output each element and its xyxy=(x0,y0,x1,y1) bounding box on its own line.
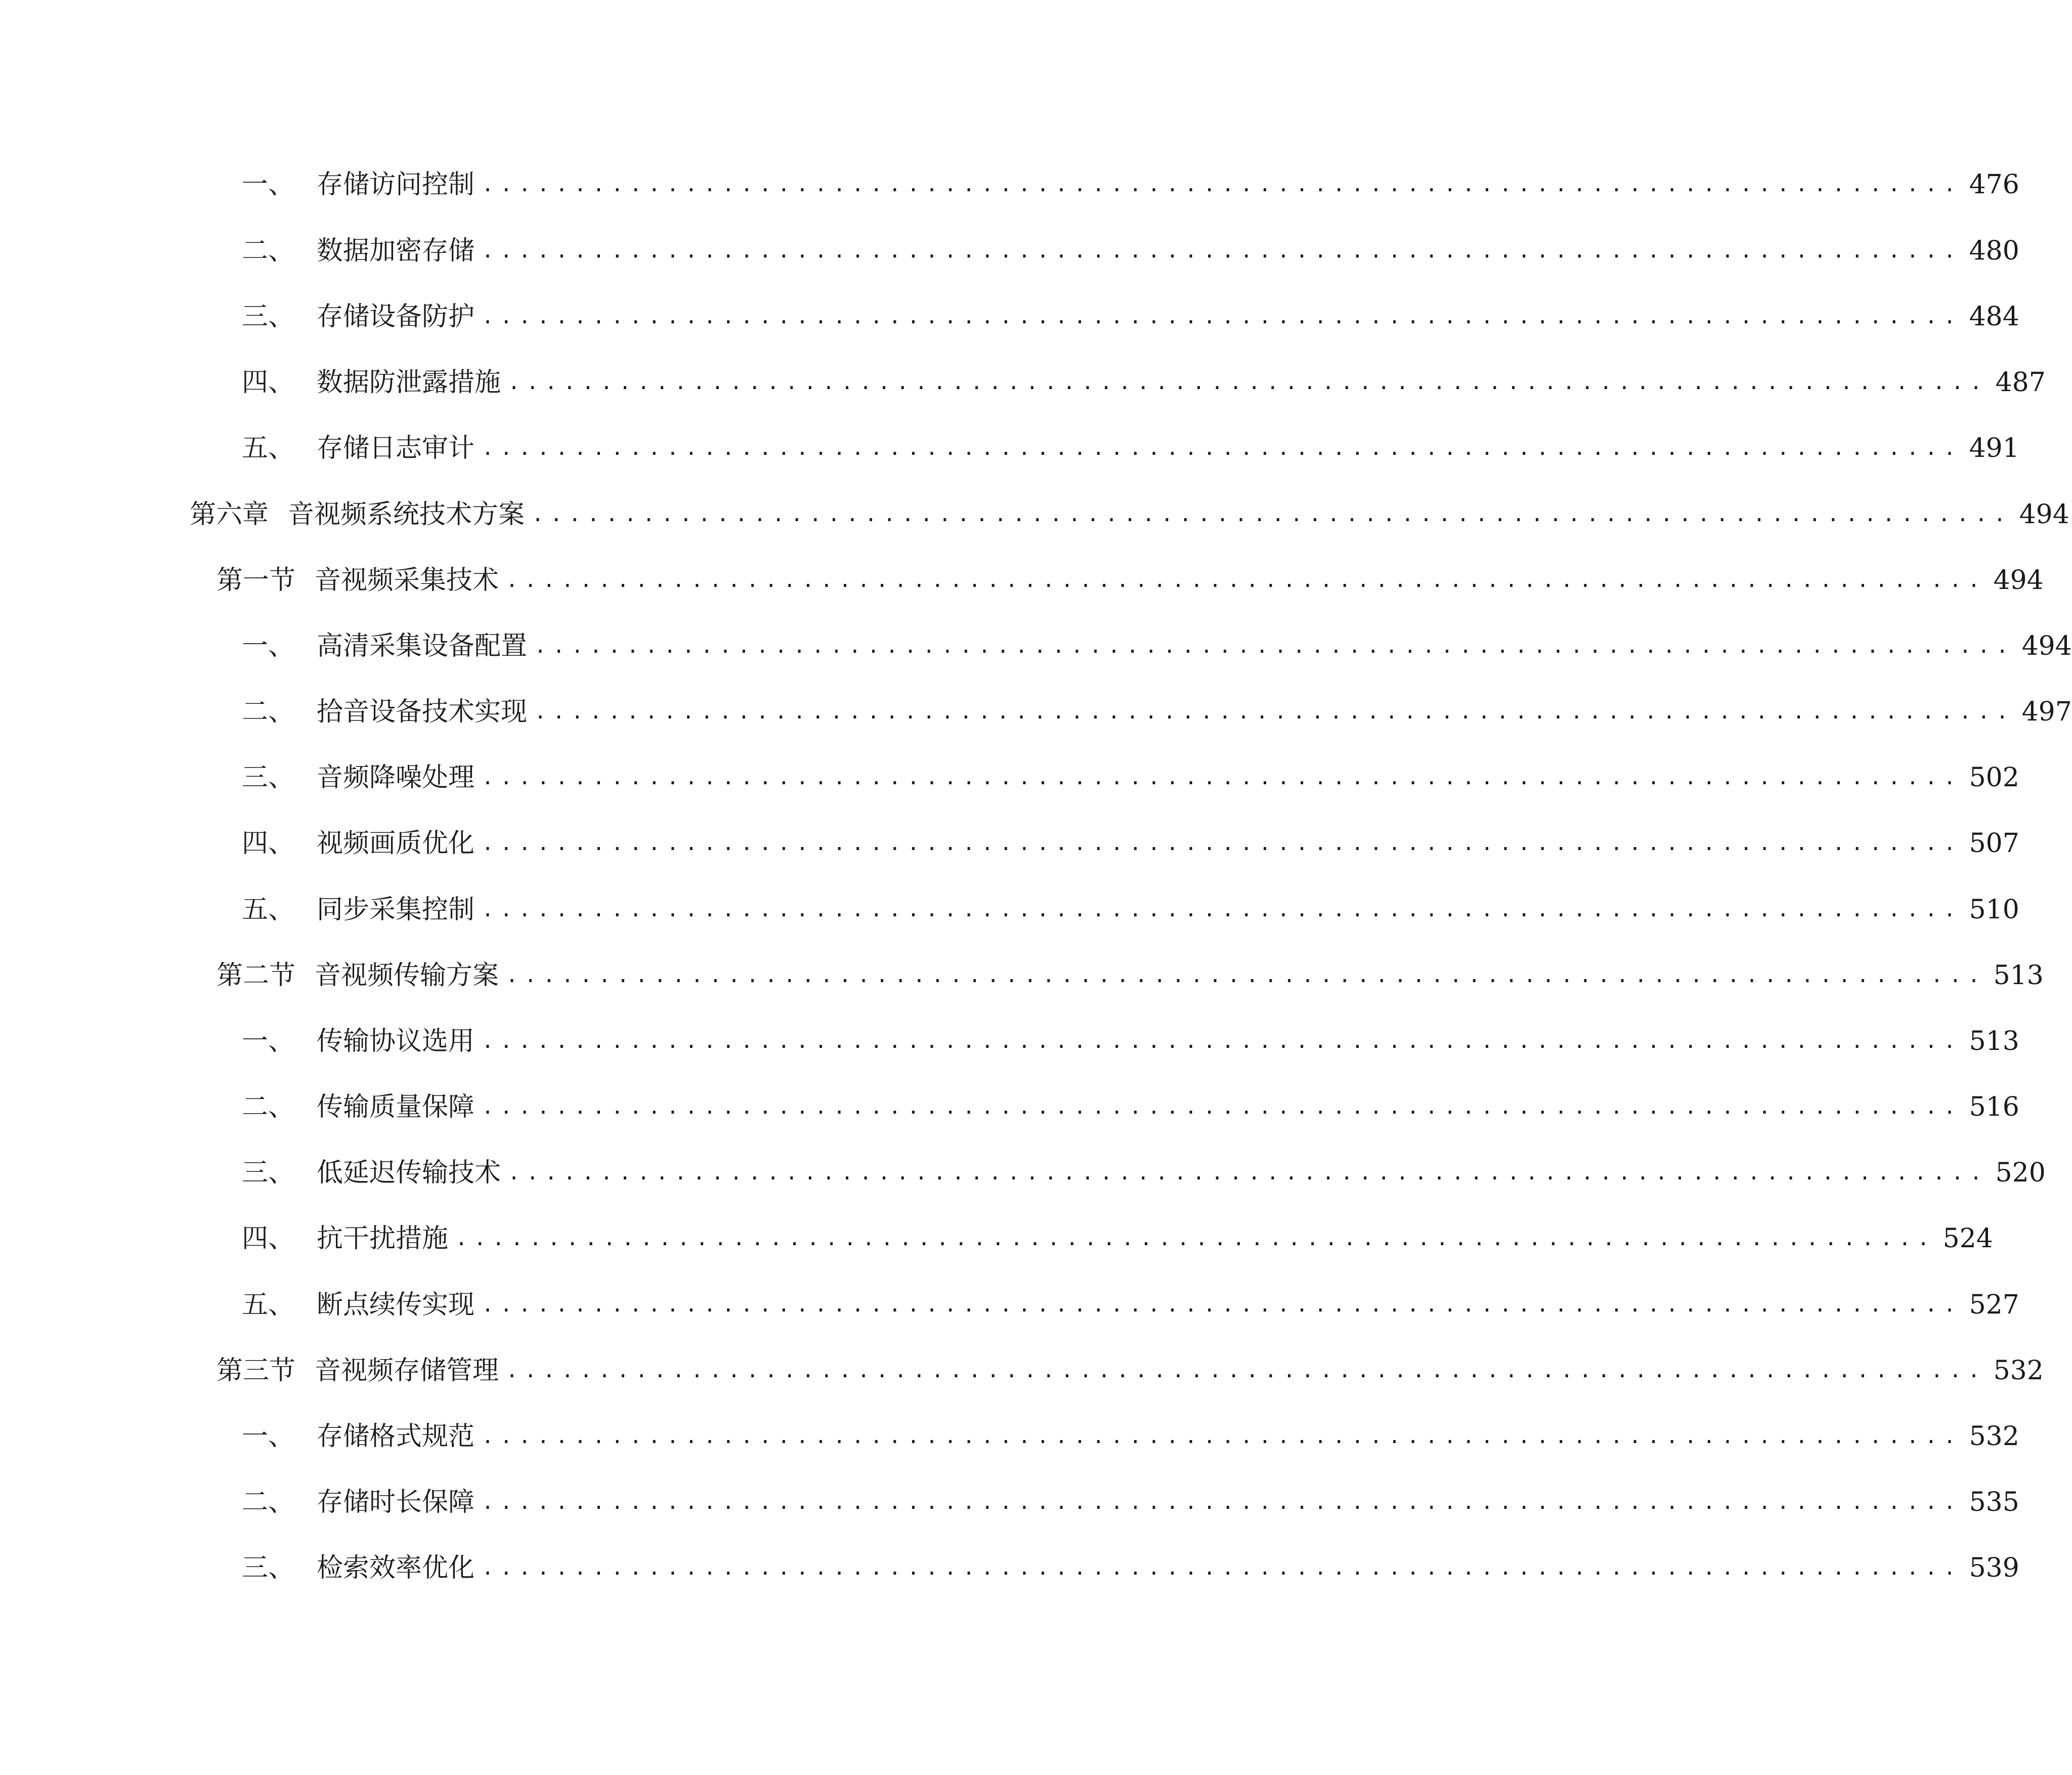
entry-page-number: 524 xyxy=(1942,1223,1993,1254)
entry-number: 三、 xyxy=(242,763,295,793)
entry-number: 四、 xyxy=(242,828,295,859)
dot-leader: ................................................................................ xyxy=(482,898,1962,921)
dot-leader: ................................................................................ xyxy=(532,503,2012,526)
dot-leader: ................................................................................ xyxy=(482,1030,1962,1053)
toc-entry[interactable] xyxy=(242,428,2019,469)
entry-page-number: 487 xyxy=(1995,367,2046,398)
section-number: 第二节 xyxy=(217,960,296,991)
entry-title: 存储设备防护 xyxy=(317,302,475,332)
entry-title: 存储访问控制 xyxy=(317,170,475,200)
entry-page-number: 516 xyxy=(1969,1092,2019,1122)
toc-entry[interactable] xyxy=(242,231,2019,271)
entry-number: 四、 xyxy=(242,367,295,398)
entry-page-number: 484 xyxy=(1969,302,2019,332)
entry-number: 五、 xyxy=(242,895,295,925)
entry-number: 一、 xyxy=(242,1026,295,1056)
entry-number: 三、 xyxy=(242,1553,295,1583)
toc-entry[interactable] xyxy=(242,823,2019,864)
entry-title: 数据防泄露措施 xyxy=(317,367,501,398)
toc-entry[interactable] xyxy=(242,890,2019,930)
toc-entry[interactable] xyxy=(242,1087,2019,1127)
entry-title: 视频画质优化 xyxy=(317,828,475,859)
dot-leader: ................................................................................ xyxy=(482,239,1962,263)
dot-leader: ................................................................................ xyxy=(482,1556,1962,1580)
dot-leader: ................................................................................ xyxy=(455,1227,1936,1250)
entry-number: 二、 xyxy=(242,1487,295,1517)
dot-leader: ................................................................................ xyxy=(482,1425,1962,1448)
section-title: 音视频传输方案 xyxy=(315,960,499,991)
entry-page-number: 520 xyxy=(1995,1158,2046,1188)
entry-title: 拾音设备技术实现 xyxy=(317,697,528,727)
dot-leader: ................................................................................ xyxy=(508,1161,1989,1185)
section-number: 第三节 xyxy=(217,1356,296,1386)
toc-entry[interactable] xyxy=(242,1285,2019,1325)
entry-number: 三、 xyxy=(242,1158,295,1188)
toc-entry[interactable] xyxy=(242,164,2019,205)
entry-number: 五、 xyxy=(242,433,295,463)
entry-number: 二、 xyxy=(242,236,295,266)
entry-page-number: 532 xyxy=(1993,1356,2044,1386)
entry-title: 抗干扰措施 xyxy=(317,1223,449,1254)
toc-entry[interactable] xyxy=(242,1416,2019,1457)
dot-leader: ................................................................................ xyxy=(508,371,1989,394)
entry-page-number: 510 xyxy=(1969,895,2019,925)
toc-entry[interactable] xyxy=(242,1482,2019,1523)
entry-number: 一、 xyxy=(242,631,295,661)
dot-leader: ................................................................................ xyxy=(482,1293,1962,1317)
entry-number: 一、 xyxy=(242,170,295,200)
toc-chapter-entry[interactable] xyxy=(190,494,2069,535)
toc-entry[interactable] xyxy=(242,1218,1993,1259)
toc-entry[interactable] xyxy=(242,362,2046,403)
entry-number: 三、 xyxy=(242,302,295,332)
toc-entry[interactable] xyxy=(242,757,2019,798)
chapter-number: 第六章 xyxy=(190,499,269,530)
entry-page-number: 480 xyxy=(1969,236,2019,266)
chapter-title: 音视频系统技术方案 xyxy=(288,499,525,530)
entry-title: 存储时长保障 xyxy=(317,1487,475,1517)
toc-entry[interactable] xyxy=(242,297,2019,337)
section-number: 第一节 xyxy=(217,565,296,596)
toc-entry[interactable] xyxy=(242,1153,2046,1193)
dot-leader: ................................................................................ xyxy=(482,1095,1962,1119)
entry-page-number: 513 xyxy=(1993,960,2044,991)
toc-section-entry[interactable] xyxy=(217,955,2044,996)
entry-page-number: 502 xyxy=(1969,763,2019,793)
toc-entry[interactable] xyxy=(242,1548,2019,1588)
entry-page-number: 535 xyxy=(1969,1487,2019,1517)
entry-page-number: 494 xyxy=(1993,565,2044,596)
toc-entry[interactable] xyxy=(242,1021,2019,1062)
entry-number: 五、 xyxy=(242,1290,295,1320)
dot-leader: ................................................................................ xyxy=(506,1359,1987,1382)
entry-number: 二、 xyxy=(242,697,295,727)
entry-title: 检索效率优化 xyxy=(317,1553,475,1583)
entry-page-number: 497 xyxy=(2021,697,2072,727)
entry-title: 高清采集设备配置 xyxy=(317,631,528,661)
dot-leader: ................................................................................ xyxy=(482,437,1962,460)
dot-leader: ................................................................................ xyxy=(534,700,2015,724)
entry-title: 数据加密存储 xyxy=(317,236,475,266)
entry-title: 低延迟传输技术 xyxy=(317,1158,501,1188)
entry-number: 四、 xyxy=(242,1223,295,1254)
dot-leader: ................................................................................ xyxy=(506,569,1987,592)
entry-page-number: 476 xyxy=(1969,170,2019,200)
entry-title: 存储日志审计 xyxy=(317,433,475,463)
section-title: 音视频存储管理 xyxy=(315,1356,499,1386)
entry-page-number: 513 xyxy=(1969,1026,2019,1056)
entry-title: 传输协议选用 xyxy=(317,1026,475,1056)
entry-title: 同步采集控制 xyxy=(317,895,475,925)
section-title: 音视频采集技术 xyxy=(315,565,499,596)
entry-page-number: 527 xyxy=(1969,1290,2019,1320)
entry-page-number: 494 xyxy=(2021,631,2072,661)
dot-leader: ................................................................................ xyxy=(482,832,1962,855)
toc-entry[interactable] xyxy=(242,692,2072,732)
entry-number: 二、 xyxy=(242,1092,295,1122)
entry-title: 音频降噪处理 xyxy=(317,763,475,793)
entry-title: 断点续传实现 xyxy=(317,1290,475,1320)
entry-title: 存储格式规范 xyxy=(317,1421,475,1452)
dot-leader: ................................................................................ xyxy=(534,635,2015,658)
dot-leader: ................................................................................ xyxy=(506,964,1987,987)
entry-page-number: 532 xyxy=(1969,1421,2019,1452)
entry-number: 一、 xyxy=(242,1421,295,1452)
entry-page-number: 494 xyxy=(2019,499,2069,530)
dot-leader: ................................................................................ xyxy=(482,766,1962,789)
entry-page-number: 507 xyxy=(1969,828,2019,859)
toc-entry[interactable] xyxy=(242,626,2072,666)
toc-section-entry[interactable] xyxy=(217,560,2044,601)
entry-page-number: 491 xyxy=(1969,433,2019,463)
entry-title: 传输质量保障 xyxy=(317,1092,475,1122)
dot-leader: ................................................................................ xyxy=(482,1491,1962,1514)
toc-section-entry[interactable] xyxy=(217,1350,2044,1391)
dot-leader: ................................................................................ xyxy=(482,173,1962,196)
entry-page-number: 539 xyxy=(1969,1553,2019,1583)
dot-leader: ................................................................................ xyxy=(482,305,1962,328)
